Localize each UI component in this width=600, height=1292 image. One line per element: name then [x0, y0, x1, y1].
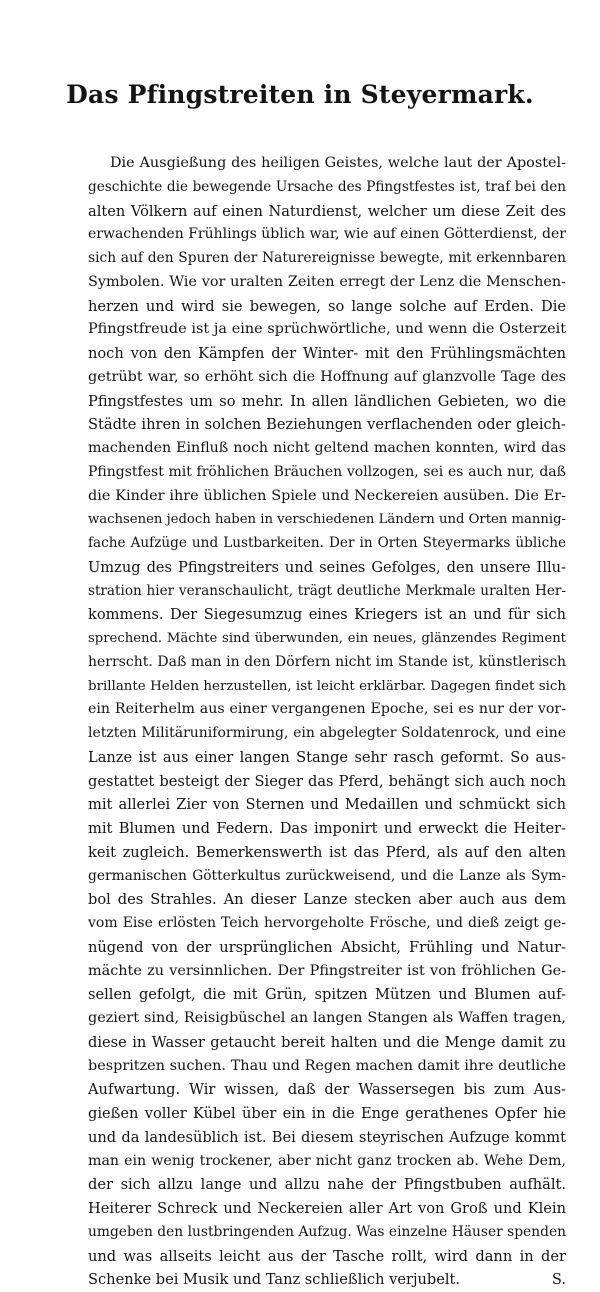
text-line: germanischen Götterkultus zurückweisend, und die Lanze als Sym-	[88, 867, 566, 884]
text-line: Städte ihren in solchen Beziehungen verflachenden oder gleich-	[88, 416, 566, 434]
text-line: umgeben den lustbringenden Aufzug. Was einzelne Häuser spenden	[88, 1223, 566, 1240]
text-line-final-content: Schenke bei Musik und Tanz schließlich verjubelt.	[88, 1271, 461, 1289]
text-line: mächte zu versinnlichen. Der Pfingstreiter ist von fröhlichen Ge-	[88, 962, 566, 979]
text-line: erwachenden Frühlings üblich war, wie auf einen Götterdienst, der	[88, 226, 566, 243]
text-line: gießen voller Kübel über ein in die Enge gerathenes Opfer hie	[88, 1105, 566, 1122]
text-line: getrübt war, so erhöht sich die Hoffnung auf glanzvolle Tage des	[88, 368, 566, 385]
text-line: die Kinder ihre üblichen Spiele und Neckereien ausüben. Die Er-	[88, 487, 566, 504]
text-line: geziert sind, Reisigbüschel an langen Stangen als Waffen tragen,	[88, 1010, 566, 1026]
text-line: bespritzen suchen. Thau und Regen machen damit ihre deutliche	[88, 1057, 566, 1074]
text-line: geschichte die bewegende Ursache des Pfingstfestes ist, traf bei den	[88, 178, 566, 195]
text-line: alten Völkern auf einen Naturdienst, welcher um diese Zeit des	[88, 202, 566, 220]
page-title: Das Pfingstreiten in Steyermark.	[66, 80, 534, 109]
text-line: Lanze ist aus einer langen Stange sehr rasch geformt. So aus-	[88, 748, 566, 766]
text-line: Pfingstfestes um so mehr. In allen ländlichen Gebieten, wo die	[88, 392, 566, 410]
text-line: sellen gefolgt, die mit Grün, spitzen Mützen und Blumen auf-	[88, 986, 566, 1004]
text-line: herzen und wird sie bewegen, so lange solche auf Erden. Die	[88, 297, 566, 315]
text-line: Umzug des Pfingstreiters und seines Gefolges, den unsere Illu-	[88, 558, 566, 576]
text-line: nügend von der ursprünglichen Absicht, Frühling und Natur-	[88, 938, 566, 956]
text-line: diese in Wasser getaucht bereit halten und die Menge damit zu	[88, 1033, 566, 1051]
text-line-final	[88, 1268, 566, 1292]
text-line: Pfingstfreude ist ja eine sprüchwörtliche, und wenn die Osterzeit	[88, 321, 566, 338]
article-body	[88, 152, 566, 1292]
text-line: brillante Helden herzustellen, ist leicht erklärbar. Dagegen findet sich	[88, 678, 566, 694]
text-line: Aufwartung. Wir wissen, daß der Wassersegen bis zum Aus-	[88, 1081, 566, 1099]
text-line: und da landesüblich ist. Bei diesem steyrischen Aufzuge kommt	[88, 1128, 566, 1146]
text-line: man ein wenig trockener, aber nicht ganz trocken ab. Wehe Dem,	[88, 1152, 566, 1169]
text-line: Pfingstfest mit fröhlichen Bräuchen vollzogen, sei es auch nur, daß	[88, 463, 566, 480]
text-line: letzten Militäruniformirung, ein abgelegter Soldatenrock, und eine	[88, 725, 566, 741]
text-line: mit allerlei Zier von Sternen und Medaillen und schmückt sich	[88, 796, 566, 814]
text-line: noch von den Kämpfen der Winter- mit den Frühlingsmächten	[88, 345, 566, 362]
text-line: Heiterer Schreck und Neckereien aller Art von Groß und Klein	[88, 1200, 566, 1217]
text-line: der sich allzu lange und allzu nahe der Pfingstbuben aufhält.	[88, 1176, 566, 1194]
text-line: stration hier veranschaulicht, trägt deutliche Merkmale uralten Her-	[88, 582, 566, 599]
text-line: fache Aufzüge und Lustbarkeiten. Der in Orten Steyermarks übliche	[88, 535, 566, 551]
text-line: vom Eise erlösten Teich hervorgeholte Frösche, und dieß zeigt ge-	[88, 915, 566, 931]
text-line: Symbolen. Wie vor uralten Zeiten erregt der Lenz die Menschen-	[88, 273, 566, 290]
text-line: ein Reiterhelm aus einer vergangenen Epoche, sei es nur der vor-	[88, 701, 566, 718]
text-line: Die Ausgießung des heiligen Geistes, welche laut der Apostel-	[110, 155, 566, 171]
text-line: gestattet besteigt der Sieger das Pferd, behängt sich auch noch	[88, 772, 566, 790]
text-line: wachsenen jedoch haben in verschiedenen Ländern und Orten mannig-	[88, 512, 566, 528]
author-signature: S.	[551, 1271, 566, 1289]
text-line: keit zugleich. Bemerkenswerth ist das Pferd, als auf den alten	[88, 843, 566, 861]
text-line: und was allseits leicht aus der Tasche rollt, wird dann in der	[88, 1247, 566, 1265]
text-line: sich auf den Spuren der Naturereignisse bewegte, mit erkennbaren	[88, 250, 566, 266]
text-line: sprechend. Mächte sind überwunden, ein neues, glänzendes Regiment	[88, 631, 566, 646]
text-line: machenden Einfluß noch nicht geltend machen konnten, wird das	[88, 440, 566, 456]
text-line: mit Blumen und Federn. Das imponirt und erweckt die Heiter-	[88, 820, 566, 837]
text-line: kommens. Der Siegesumzug eines Kriegers ist an und für sich	[88, 606, 566, 624]
text-line: bol des Strahles. An dieser Lanze stecken aber auch aus dem	[88, 891, 566, 909]
text-line: herrscht. Daß man in den Dörfern nicht im Stande ist, künstlerisch	[88, 653, 566, 670]
